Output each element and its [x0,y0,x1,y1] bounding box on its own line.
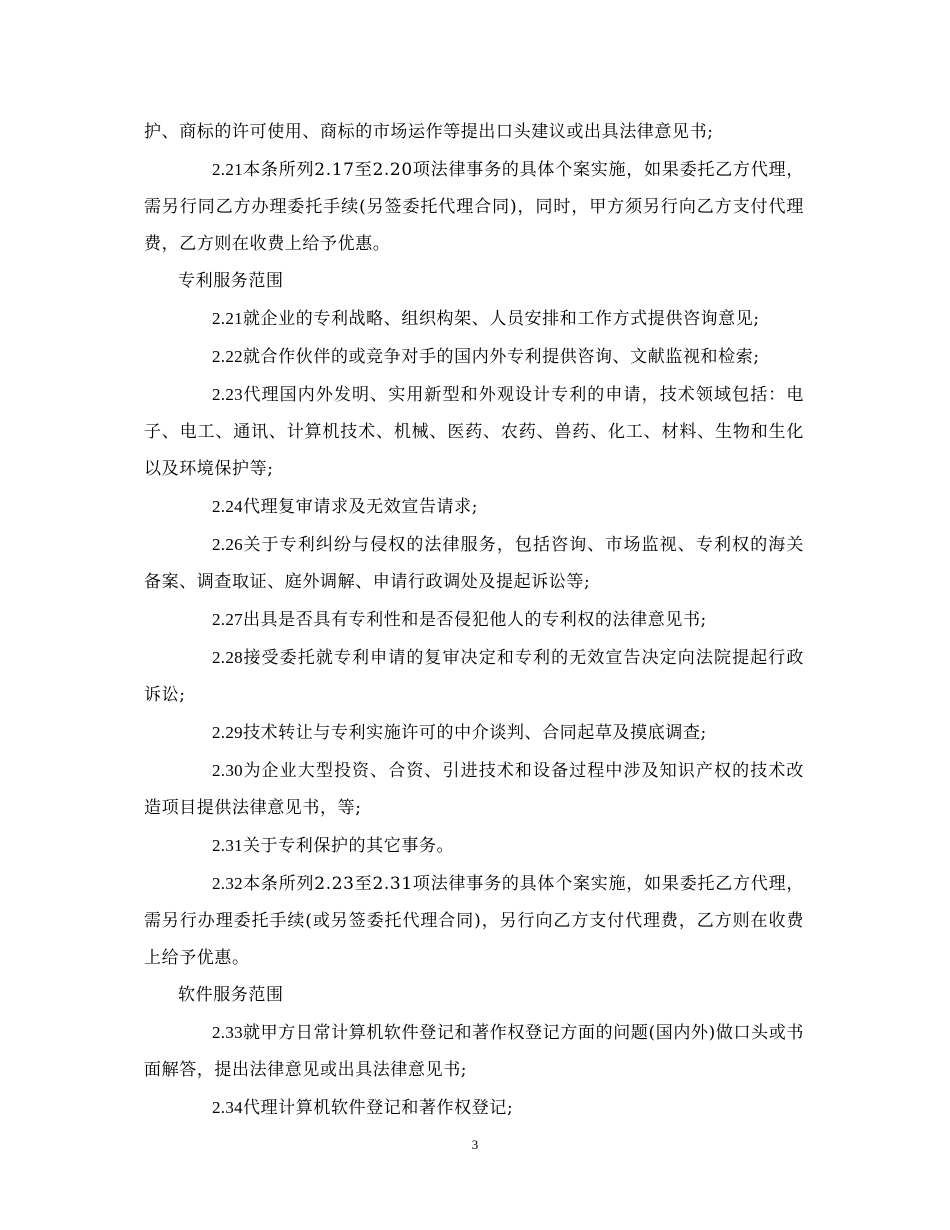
clause-paragraph [144,151,804,263]
page-number: 3 [471,1137,479,1152]
clause-number: 2.23 [212,385,243,404]
clause-number: 2.32 [212,874,243,893]
paragraph-text: 软件服务范围 [178,985,284,1005]
clause-paragraph [144,601,804,639]
paragraph-text: 技术转让与专利实施许可的中介谈判、合同起草及摸底调查; [242,723,707,743]
clause-number: 2.26 [212,535,243,554]
paragraph-text: 本条所列2.23至2.31项法律事务的具体个案实施，如果委托乙方代理，需另行办理委托手续(或另签委托代理合同)，另行向乙方支付代理费，乙方则在收费上给予优惠。 [144,874,804,968]
clause-paragraph [144,338,804,376]
paragraph-text: 专利服务范围 [178,271,284,291]
document-body [144,114,804,1127]
paragraph-text: 护、商标的许可使用、商标的市场运作等提出口头建议或出具法律意见书; [144,122,714,142]
clause-number: 2.22 [212,347,243,366]
clause-paragraph [144,639,804,714]
paragraph-text: 就合作伙伴的或竞争对手的国内外专利提供咨询、文献监视和检索; [242,347,760,367]
clause-number: 2.34 [212,1098,243,1117]
clause-paragraph [144,1089,804,1127]
clause-paragraph [144,752,804,827]
paragraph-text: 就甲方日常计算机软件登记和著作权登记方面的问题(国内外)做口头或书面解答，提出法律意见或出具法律意见书; [144,1023,804,1080]
clause-number: 2.21 [212,160,243,179]
paragraph-text: 为企业大型投资、合资、引进技术和设备过程中涉及知识产权的技术改造项目提供法律意见书，等; [144,761,804,818]
paragraph-text: 关于专利保护的其它事务。 [242,836,455,856]
section-heading [144,977,804,1014]
clause-paragraph [144,376,804,488]
clause-number: 2.33 [212,1023,243,1042]
clause-number: 2.28 [212,648,243,667]
clause-paragraph [144,827,804,865]
paragraph-text: 代理复审请求及无效宣告请求; [242,497,479,517]
clause-paragraph [144,714,804,752]
paragraph-text: 就企业的专利战略、组织构架、人员安排和工作方式提供咨询意见; [242,309,760,329]
section-heading [144,263,804,300]
clause-paragraph [144,488,804,526]
clause-number: 2.27 [212,610,243,629]
paragraph-text: 代理国内外发明、实用新型和外观设计专利的申请，技术领域包括：电子、电工、通讯、计算机技术、机械、医药、农药、兽药、化工、材料、生物和生化以及环境保护等; [144,385,804,479]
clause-number: 2.31 [212,836,243,855]
clause-paragraph [144,526,804,601]
clause-number: 2.29 [212,723,243,742]
paragraph-text: 代理计算机软件登记和著作权登记; [242,1098,514,1118]
paragraph-text: 本条所列2.17至2.20项法律事务的具体个案实施，如果委托乙方代理，需另行同乙方办理委托手续(另签委托代理合同)，同时，甲方须另行向乙方支付代理费，乙方则在收费上给予优惠。 [144,160,804,254]
clause-paragraph [144,865,804,977]
clause-paragraph [144,1014,804,1089]
paragraph-text: 关于专利纠纷与侵权的法律服务，包括咨询、市场监视、专利权的海关备案、调查取证、庭外调解、申请行政调处及提起诉讼等; [144,535,804,592]
clause-number: 2.24 [212,497,243,516]
paragraph-text: 接受委托就专利申请的复审决定和专利的无效宣告决定向法院提起行政诉讼; [144,648,804,705]
paragraph-text: 出具是否具有专利性和是否侵犯他人的专利权的法律意见书; [242,610,707,630]
clause-number: 2.21 [212,309,243,328]
clause-paragraph [144,300,804,338]
clause-number: 2.30 [212,761,243,780]
continuation-paragraph [144,114,804,151]
